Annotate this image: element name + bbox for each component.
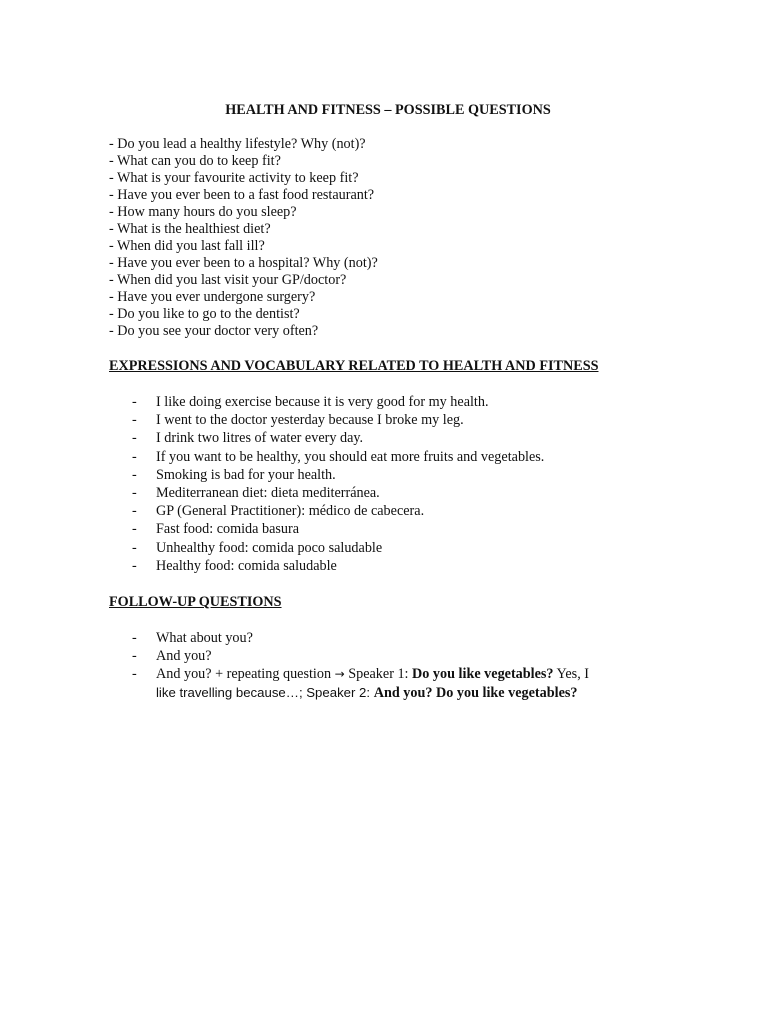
follow-up-heading: FOLLOW-UP QUESTIONS [109, 594, 282, 611]
expression-item [109, 539, 659, 557]
dash-bullet: - [132, 485, 137, 502]
follow-up-text: What about you? [156, 630, 253, 647]
dash-bullet: - [132, 503, 137, 520]
expression-item [109, 429, 659, 447]
question-item: - How many hours do you sleep? [109, 204, 297, 220]
dash-bullet: - [132, 630, 137, 647]
follow-up-item [109, 647, 659, 665]
follow-up-item [109, 629, 659, 647]
follow-up-example-line1 [156, 665, 659, 683]
follow-up-example-line2 [156, 684, 659, 702]
expression-text: I like doing exercise because it is very good for my health. [156, 394, 489, 410]
expression-text: Mediterranean diet: dieta mediterránea. [156, 485, 380, 502]
expression-text: Unhealthy food: comida poco saludable [156, 539, 383, 556]
expressions-heading: EXPRESSIONS AND VOCABULARY RELATED TO HEALTH AND FITNESS [109, 358, 599, 374]
document-page [109, 102, 659, 702]
follow-up-example [109, 665, 659, 701]
question-item: - When did you last visit your GP/doctor? [109, 272, 347, 288]
expression-text: Healthy food: comida saludable [156, 557, 337, 574]
expression-item [109, 411, 659, 429]
speaker1-question: Do you like vegetables? [412, 666, 554, 683]
dash-bullet: - [132, 430, 137, 447]
dash-bullet: - [132, 666, 137, 683]
expression-text: I drink two litres of water every day. [156, 430, 364, 447]
dash-bullet: - [132, 394, 137, 410]
expression-item [109, 466, 659, 484]
question-item: - Do you see your doctor very often? [109, 323, 319, 339]
example-intro: And you? + repeating question [156, 666, 335, 683]
speaker2-text: And you? Do you like vegetables? [373, 684, 578, 701]
follow-up-text: And you? [156, 648, 212, 665]
dash-bullet: - [132, 466, 137, 483]
speaker1-answer-cont: like travelling because…; Speaker 2: [156, 684, 374, 700]
expression-text: Fast food: comida basura [156, 521, 300, 538]
expression-text: GP (General Practitioner): médico de cabecera. [156, 503, 425, 520]
question-item: - Have you ever been to a hospital? Why (not)? [109, 255, 378, 271]
dash-bullet: - [132, 557, 137, 574]
questions-list [109, 136, 659, 340]
question-item: - Do you like to go to the dentist? [109, 306, 300, 322]
expression-text: I went to the doctor yesterday because I broke my leg. [156, 412, 464, 429]
dash-bullet: - [132, 448, 137, 465]
arrow-right-icon: → [334, 667, 345, 682]
expression-text: If you want to be healthy, you should eat more fruits and vegetables. [156, 448, 545, 465]
question-item: - What is the healthiest diet? [109, 221, 271, 237]
expression-text: Smoking is bad for your health. [156, 466, 336, 483]
question-item: - Have you ever undergone surgery? [109, 289, 316, 305]
question-item: - Have you ever been to a fast food restaurant? [109, 187, 375, 203]
question-item: - When did you last fall ill? [109, 238, 265, 254]
question-item: - Do you lead a healthy lifestyle? Why (not)? [109, 136, 366, 152]
dash-bullet: - [132, 412, 137, 429]
expression-item [109, 448, 659, 466]
expression-item [109, 520, 659, 538]
dash-bullet: - [132, 648, 137, 665]
expression-item [109, 484, 659, 502]
speaker1-answer: Yes, I [553, 666, 590, 683]
expressions-list [109, 393, 659, 575]
question-item: - What can you do to keep fit? [109, 153, 281, 169]
dash-bullet: - [132, 539, 137, 556]
expression-item [109, 502, 659, 520]
follow-up-list [109, 629, 659, 702]
expression-item [109, 557, 659, 575]
question-item: - What is your favourite activity to keep fit? [109, 170, 359, 186]
expression-item [109, 393, 659, 411]
dash-bullet: - [132, 521, 137, 538]
page-title: HEALTH AND FITNESS – POSSIBLE QUESTIONS [225, 102, 551, 118]
speaker1-label: Speaker 1: [344, 666, 413, 683]
